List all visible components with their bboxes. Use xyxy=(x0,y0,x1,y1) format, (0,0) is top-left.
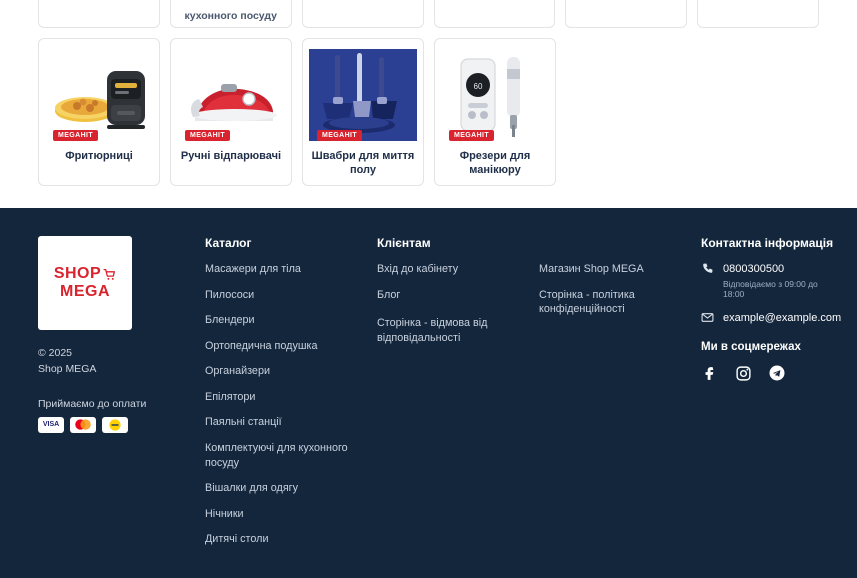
product-image xyxy=(441,47,549,143)
payments-title: Приймаємо до оплати xyxy=(38,397,147,410)
product-title: Ручні відпарювачі xyxy=(180,150,282,162)
product-title: Фритюрниці xyxy=(65,150,133,162)
footer-heading-contacts: Контактна інформація xyxy=(701,236,834,250)
product-title: Фрезери для манікюру xyxy=(459,150,531,177)
visa-card-icon xyxy=(38,417,64,433)
footer-link-catalog[interactable]: Комплектуючі для кухонного посуду xyxy=(205,441,348,469)
footer-link-catalog[interactable]: Епілятори xyxy=(205,390,256,403)
product-card[interactable] xyxy=(434,0,556,28)
contact-phone[interactable] xyxy=(701,262,841,299)
prostir-card-icon xyxy=(102,417,128,433)
contact-email[interactable] xyxy=(701,311,841,326)
logo-text-mega: MEGA xyxy=(60,283,110,300)
product-card[interactable] xyxy=(38,0,160,28)
mop-icon xyxy=(309,49,417,141)
footer-link-disclaimer[interactable]: Сторінка - відмова від відповідальності xyxy=(377,317,488,344)
footer-link-catalog[interactable]: Дитячі столи xyxy=(205,533,269,546)
product-card[interactable] xyxy=(170,0,292,28)
copyright xyxy=(38,346,193,378)
product-card-mop[interactable] xyxy=(302,38,424,186)
product-card[interactable] xyxy=(565,0,687,28)
phone-hours: Відповідаємо з 09:00 до 18:00 xyxy=(723,279,818,300)
site-logo[interactable] xyxy=(38,236,132,330)
phone-icon xyxy=(701,262,714,275)
visa-label: VISA xyxy=(42,421,60,428)
telegram-icon[interactable] xyxy=(767,364,786,383)
footer-link-catalog[interactable]: Органайзери xyxy=(205,365,270,378)
air-fryer-icon xyxy=(45,49,153,141)
product-card-nail-drill[interactable] xyxy=(434,38,556,186)
footer-link-shop[interactable]: Магазин Shop MEGA xyxy=(539,263,644,275)
product-card-handheld-steamer[interactable] xyxy=(170,38,292,186)
footer-brand-column xyxy=(38,236,193,558)
logo-text-shop: SHOP xyxy=(53,265,102,282)
shopping-cart-icon xyxy=(103,268,116,281)
product-image xyxy=(177,47,285,143)
product-image xyxy=(309,47,417,143)
envelope-icon xyxy=(701,311,714,324)
footer-link-catalog[interactable]: Пилососи xyxy=(205,288,255,301)
site-footer xyxy=(0,208,857,578)
footer-contacts-column xyxy=(701,236,841,558)
product-card[interactable] xyxy=(697,0,819,28)
product-badge: MEGAHIT xyxy=(317,130,362,141)
instagram-icon[interactable] xyxy=(734,364,753,383)
footer-link-privacy[interactable]: Сторінка - політика конфіденційності xyxy=(539,288,635,316)
footer-clients-column xyxy=(377,236,527,558)
facebook-icon[interactable] xyxy=(701,364,720,383)
product-badge: MEGAHIT xyxy=(449,130,494,141)
footer-catalog-column xyxy=(205,236,365,558)
product-title: Швабри для миття полу xyxy=(311,150,415,177)
product-image xyxy=(45,47,153,143)
footer-link-catalog[interactable]: Нічники xyxy=(205,507,244,520)
payment-methods xyxy=(38,417,193,433)
product-card[interactable] xyxy=(302,0,424,28)
footer-link-catalog[interactable]: Ортопедична подушка xyxy=(205,339,318,352)
nail-drill-icon xyxy=(441,49,549,141)
copyright-year: © 2025 xyxy=(38,347,73,359)
phone-number: 0800300500 xyxy=(723,263,785,275)
handheld-steamer-icon xyxy=(177,49,285,141)
product-title: кухонного посуду xyxy=(184,9,278,22)
footer-heading-clients: Клієнтам xyxy=(377,236,431,250)
copyright-name: Shop MEGA xyxy=(38,362,97,375)
footer-link-catalog[interactable]: Вішалки для одягу xyxy=(205,482,299,495)
product-grid-top-row xyxy=(0,0,857,28)
footer-heading-catalog: Каталог xyxy=(205,236,252,250)
footer-link-catalog[interactable]: Блендери xyxy=(205,314,255,327)
svg-text:60: 60 xyxy=(473,82,483,91)
product-badge: MEGAHIT xyxy=(53,130,98,141)
footer-pages-column xyxy=(539,262,689,558)
product-grid xyxy=(0,28,857,186)
footer-link-account[interactable]: Вхід до кабінету xyxy=(377,263,459,275)
social-links xyxy=(701,364,841,383)
footer-link-catalog[interactable]: Масажери для тіла xyxy=(205,263,301,275)
mastercard-icon xyxy=(70,417,96,433)
footer-link-catalog[interactable]: Паяльні станції xyxy=(205,416,282,429)
social-heading: Ми в соцмережах xyxy=(701,340,801,353)
email-address: example@example.com xyxy=(723,312,842,325)
product-badge: MEGAHIT xyxy=(185,130,230,141)
product-card-air-fryer[interactable] xyxy=(38,38,160,186)
footer-link-blog[interactable]: Блог xyxy=(377,288,401,301)
